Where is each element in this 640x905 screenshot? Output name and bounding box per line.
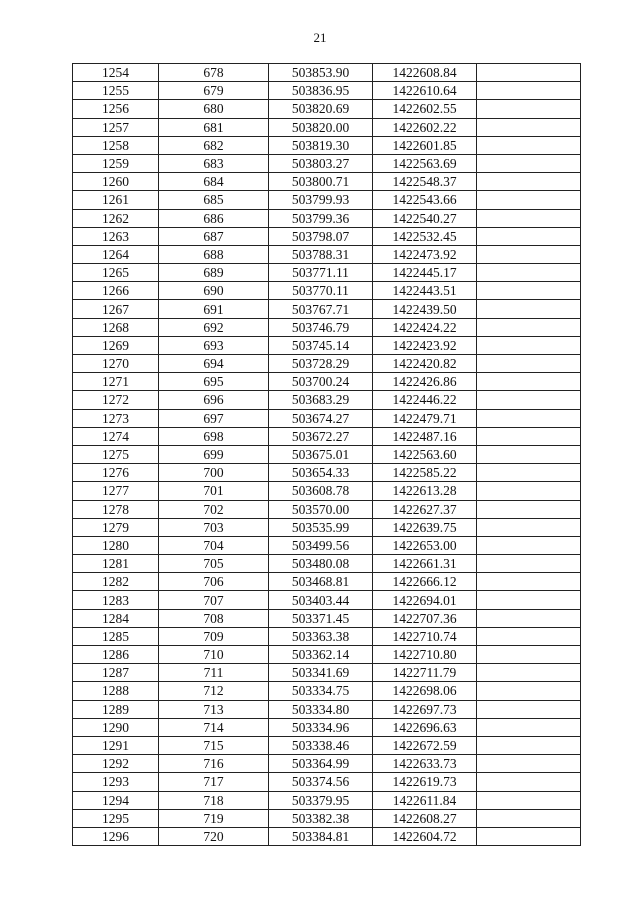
row-index-cell: 1288 [73,682,159,700]
table-row [73,118,581,136]
table-row [73,482,581,500]
empty-cell [477,591,581,609]
point-number-cell: 678 [159,64,269,82]
x-coordinate-cell: 503745.14 [269,336,373,354]
table-row [73,245,581,263]
x-coordinate-cell: 503767.71 [269,300,373,318]
y-coordinate-cell: 1422424.22 [373,318,477,336]
y-coordinate-cell: 1422548.37 [373,173,477,191]
point-number-cell: 702 [159,500,269,518]
y-coordinate-cell: 1422487.16 [373,427,477,445]
table-row [73,100,581,118]
row-index-cell: 1290 [73,718,159,736]
x-coordinate-cell: 503820.00 [269,118,373,136]
table-row [73,209,581,227]
y-coordinate-cell: 1422666.12 [373,573,477,591]
table-body [73,64,581,846]
empty-cell [477,355,581,373]
x-coordinate-cell: 503334.75 [269,682,373,700]
row-index-cell: 1287 [73,664,159,682]
y-coordinate-cell: 1422698.06 [373,682,477,700]
row-index-cell: 1285 [73,627,159,645]
page-number: 21 [313,30,327,45]
y-coordinate-cell: 1422633.73 [373,755,477,773]
x-coordinate-cell: 503338.46 [269,736,373,754]
point-number-cell: 716 [159,755,269,773]
x-coordinate-cell: 503728.29 [269,355,373,373]
y-coordinate-cell: 1422540.27 [373,209,477,227]
y-coordinate-cell: 1422426.86 [373,373,477,391]
empty-cell [477,664,581,682]
row-index-cell: 1262 [73,209,159,227]
row-index-cell: 1296 [73,827,159,845]
table-row [73,609,581,627]
empty-cell [477,136,581,154]
point-number-cell: 717 [159,773,269,791]
table-row [73,627,581,645]
point-number-cell: 691 [159,300,269,318]
y-coordinate-cell: 1422543.66 [373,191,477,209]
row-index-cell: 1286 [73,646,159,664]
point-number-cell: 690 [159,282,269,300]
table-row [73,336,581,354]
y-coordinate-cell: 1422439.50 [373,300,477,318]
point-number-cell: 696 [159,391,269,409]
y-coordinate-cell: 1422601.85 [373,136,477,154]
x-coordinate-cell: 503468.81 [269,573,373,591]
empty-cell [477,373,581,391]
point-number-cell: 681 [159,118,269,136]
x-coordinate-cell: 503374.56 [269,773,373,791]
row-index-cell: 1276 [73,464,159,482]
point-number-cell: 689 [159,264,269,282]
point-number-cell: 708 [159,609,269,627]
x-coordinate-cell: 503674.27 [269,409,373,427]
point-number-cell: 706 [159,573,269,591]
row-index-cell: 1281 [73,555,159,573]
x-coordinate-cell: 503803.27 [269,154,373,172]
y-coordinate-cell: 1422445.17 [373,264,477,282]
empty-cell [477,264,581,282]
point-number-cell: 712 [159,682,269,700]
x-coordinate-cell: 503700.24 [269,373,373,391]
y-coordinate-cell: 1422710.74 [373,627,477,645]
row-index-cell: 1291 [73,736,159,754]
row-index-cell: 1284 [73,609,159,627]
row-index-cell: 1255 [73,82,159,100]
empty-cell [477,336,581,354]
x-coordinate-cell: 503334.80 [269,700,373,718]
empty-cell [477,809,581,827]
y-coordinate-cell: 1422532.45 [373,227,477,245]
empty-cell [477,154,581,172]
point-number-cell: 684 [159,173,269,191]
x-coordinate-cell: 503770.11 [269,282,373,300]
empty-cell [477,191,581,209]
table-row [73,591,581,609]
table-row [73,464,581,482]
y-coordinate-cell: 1422694.01 [373,591,477,609]
row-index-cell: 1269 [73,336,159,354]
table-row [73,773,581,791]
empty-cell [477,245,581,263]
empty-cell [477,282,581,300]
coordinates-table-container [72,63,580,846]
y-coordinate-cell: 1422479.71 [373,409,477,427]
empty-cell [477,755,581,773]
empty-cell [477,555,581,573]
x-coordinate-cell: 503788.31 [269,245,373,263]
row-index-cell: 1266 [73,282,159,300]
row-index-cell: 1283 [73,591,159,609]
table-row [73,736,581,754]
table-row [73,682,581,700]
y-coordinate-cell: 1422585.22 [373,464,477,482]
point-number-cell: 710 [159,646,269,664]
point-number-cell: 704 [159,536,269,554]
y-coordinate-cell: 1422639.75 [373,518,477,536]
row-index-cell: 1277 [73,482,159,500]
x-coordinate-cell: 503379.95 [269,791,373,809]
y-coordinate-cell: 1422707.36 [373,609,477,627]
x-coordinate-cell: 503683.29 [269,391,373,409]
coordinates-table [72,63,581,846]
table-row [73,300,581,318]
empty-cell [477,64,581,82]
x-coordinate-cell: 503535.99 [269,518,373,536]
row-index-cell: 1264 [73,245,159,263]
table-row [73,646,581,664]
point-number-cell: 679 [159,82,269,100]
point-number-cell: 703 [159,518,269,536]
x-coordinate-cell: 503819.30 [269,136,373,154]
row-index-cell: 1268 [73,318,159,336]
y-coordinate-cell: 1422473.92 [373,245,477,263]
table-row [73,536,581,554]
x-coordinate-cell: 503382.38 [269,809,373,827]
point-number-cell: 705 [159,555,269,573]
x-coordinate-cell: 503362.14 [269,646,373,664]
row-index-cell: 1278 [73,500,159,518]
table-row [73,391,581,409]
point-number-cell: 697 [159,409,269,427]
row-index-cell: 1265 [73,264,159,282]
row-index-cell: 1257 [73,118,159,136]
empty-cell [477,427,581,445]
point-number-cell: 709 [159,627,269,645]
x-coordinate-cell: 503836.95 [269,82,373,100]
row-index-cell: 1295 [73,809,159,827]
y-coordinate-cell: 1422608.84 [373,64,477,82]
y-coordinate-cell: 1422672.59 [373,736,477,754]
x-coordinate-cell: 503853.90 [269,64,373,82]
x-coordinate-cell: 503608.78 [269,482,373,500]
point-number-cell: 714 [159,718,269,736]
row-index-cell: 1263 [73,227,159,245]
y-coordinate-cell: 1422697.73 [373,700,477,718]
point-number-cell: 694 [159,355,269,373]
y-coordinate-cell: 1422423.92 [373,336,477,354]
table-row [73,264,581,282]
row-index-cell: 1271 [73,373,159,391]
y-coordinate-cell: 1422602.22 [373,118,477,136]
x-coordinate-cell: 503384.81 [269,827,373,845]
empty-cell [477,445,581,463]
x-coordinate-cell: 503341.69 [269,664,373,682]
y-coordinate-cell: 1422604.72 [373,827,477,845]
y-coordinate-cell: 1422602.55 [373,100,477,118]
point-number-cell: 695 [159,373,269,391]
empty-cell [477,791,581,809]
point-number-cell: 715 [159,736,269,754]
table-row [73,154,581,172]
row-index-cell: 1267 [73,300,159,318]
x-coordinate-cell: 503798.07 [269,227,373,245]
empty-cell [477,300,581,318]
point-number-cell: 687 [159,227,269,245]
y-coordinate-cell: 1422420.82 [373,355,477,373]
point-number-cell: 713 [159,700,269,718]
point-number-cell: 718 [159,791,269,809]
table-row [73,827,581,845]
point-number-cell: 701 [159,482,269,500]
y-coordinate-cell: 1422696.63 [373,718,477,736]
x-coordinate-cell: 503675.01 [269,445,373,463]
empty-cell [477,118,581,136]
y-coordinate-cell: 1422613.28 [373,482,477,500]
x-coordinate-cell: 503480.08 [269,555,373,573]
empty-cell [477,682,581,700]
empty-cell [477,518,581,536]
y-coordinate-cell: 1422443.51 [373,282,477,300]
empty-cell [477,209,581,227]
table-row [73,755,581,773]
table-row [73,191,581,209]
row-index-cell: 1293 [73,773,159,791]
y-coordinate-cell: 1422610.64 [373,82,477,100]
table-row [73,355,581,373]
x-coordinate-cell: 503334.96 [269,718,373,736]
point-number-cell: 699 [159,445,269,463]
y-coordinate-cell: 1422710.80 [373,646,477,664]
empty-cell [477,827,581,845]
row-index-cell: 1294 [73,791,159,809]
point-number-cell: 693 [159,336,269,354]
row-index-cell: 1274 [73,427,159,445]
point-number-cell: 700 [159,464,269,482]
y-coordinate-cell: 1422653.00 [373,536,477,554]
empty-cell [477,318,581,336]
row-index-cell: 1280 [73,536,159,554]
x-coordinate-cell: 503800.71 [269,173,373,191]
empty-cell [477,82,581,100]
empty-cell [477,773,581,791]
x-coordinate-cell: 503570.00 [269,500,373,518]
table-row [73,791,581,809]
row-index-cell: 1282 [73,573,159,591]
y-coordinate-cell: 1422611.84 [373,791,477,809]
row-index-cell: 1261 [73,191,159,209]
point-number-cell: 685 [159,191,269,209]
row-index-cell: 1259 [73,154,159,172]
table-row [73,518,581,536]
point-number-cell: 720 [159,827,269,845]
empty-cell [477,409,581,427]
row-index-cell: 1292 [73,755,159,773]
table-row [73,445,581,463]
point-number-cell: 692 [159,318,269,336]
table-row [73,173,581,191]
table-row [73,282,581,300]
y-coordinate-cell: 1422627.37 [373,500,477,518]
x-coordinate-cell: 503371.45 [269,609,373,627]
row-index-cell: 1254 [73,64,159,82]
empty-cell [477,500,581,518]
table-row [73,409,581,427]
point-number-cell: 698 [159,427,269,445]
point-number-cell: 682 [159,136,269,154]
x-coordinate-cell: 503799.36 [269,209,373,227]
row-index-cell: 1275 [73,445,159,463]
x-coordinate-cell: 503363.38 [269,627,373,645]
row-index-cell: 1273 [73,409,159,427]
y-coordinate-cell: 1422661.31 [373,555,477,573]
point-number-cell: 683 [159,154,269,172]
empty-cell [477,609,581,627]
row-index-cell: 1279 [73,518,159,536]
table-row [73,700,581,718]
point-number-cell: 719 [159,809,269,827]
y-coordinate-cell: 1422608.27 [373,809,477,827]
table-row [73,809,581,827]
x-coordinate-cell: 503654.33 [269,464,373,482]
table-row [73,318,581,336]
y-coordinate-cell: 1422446.22 [373,391,477,409]
table-row [73,500,581,518]
point-number-cell: 707 [159,591,269,609]
table-row [73,82,581,100]
empty-cell [477,646,581,664]
table-row [73,573,581,591]
table-row [73,555,581,573]
table-row [73,427,581,445]
x-coordinate-cell: 503746.79 [269,318,373,336]
empty-cell [477,536,581,554]
row-index-cell: 1260 [73,173,159,191]
point-number-cell: 686 [159,209,269,227]
empty-cell [477,573,581,591]
empty-cell [477,627,581,645]
table-row [73,373,581,391]
table-row [73,136,581,154]
point-number-cell: 680 [159,100,269,118]
row-index-cell: 1256 [73,100,159,118]
x-coordinate-cell: 503799.93 [269,191,373,209]
empty-cell [477,100,581,118]
empty-cell [477,227,581,245]
table-row [73,664,581,682]
empty-cell [477,736,581,754]
row-index-cell: 1270 [73,355,159,373]
row-index-cell: 1258 [73,136,159,154]
table-row [73,227,581,245]
empty-cell [477,391,581,409]
x-coordinate-cell: 503820.69 [269,100,373,118]
y-coordinate-cell: 1422563.69 [373,154,477,172]
x-coordinate-cell: 503403.44 [269,591,373,609]
row-index-cell: 1289 [73,700,159,718]
empty-cell [477,718,581,736]
empty-cell [477,464,581,482]
row-index-cell: 1272 [73,391,159,409]
empty-cell [477,700,581,718]
empty-cell [477,482,581,500]
table-row [73,64,581,82]
x-coordinate-cell: 503499.56 [269,536,373,554]
empty-cell [477,173,581,191]
y-coordinate-cell: 1422711.79 [373,664,477,682]
table-row [73,718,581,736]
y-coordinate-cell: 1422619.73 [373,773,477,791]
x-coordinate-cell: 503771.11 [269,264,373,282]
point-number-cell: 688 [159,245,269,263]
point-number-cell: 711 [159,664,269,682]
x-coordinate-cell: 503672.27 [269,427,373,445]
x-coordinate-cell: 503364.99 [269,755,373,773]
y-coordinate-cell: 1422563.60 [373,445,477,463]
